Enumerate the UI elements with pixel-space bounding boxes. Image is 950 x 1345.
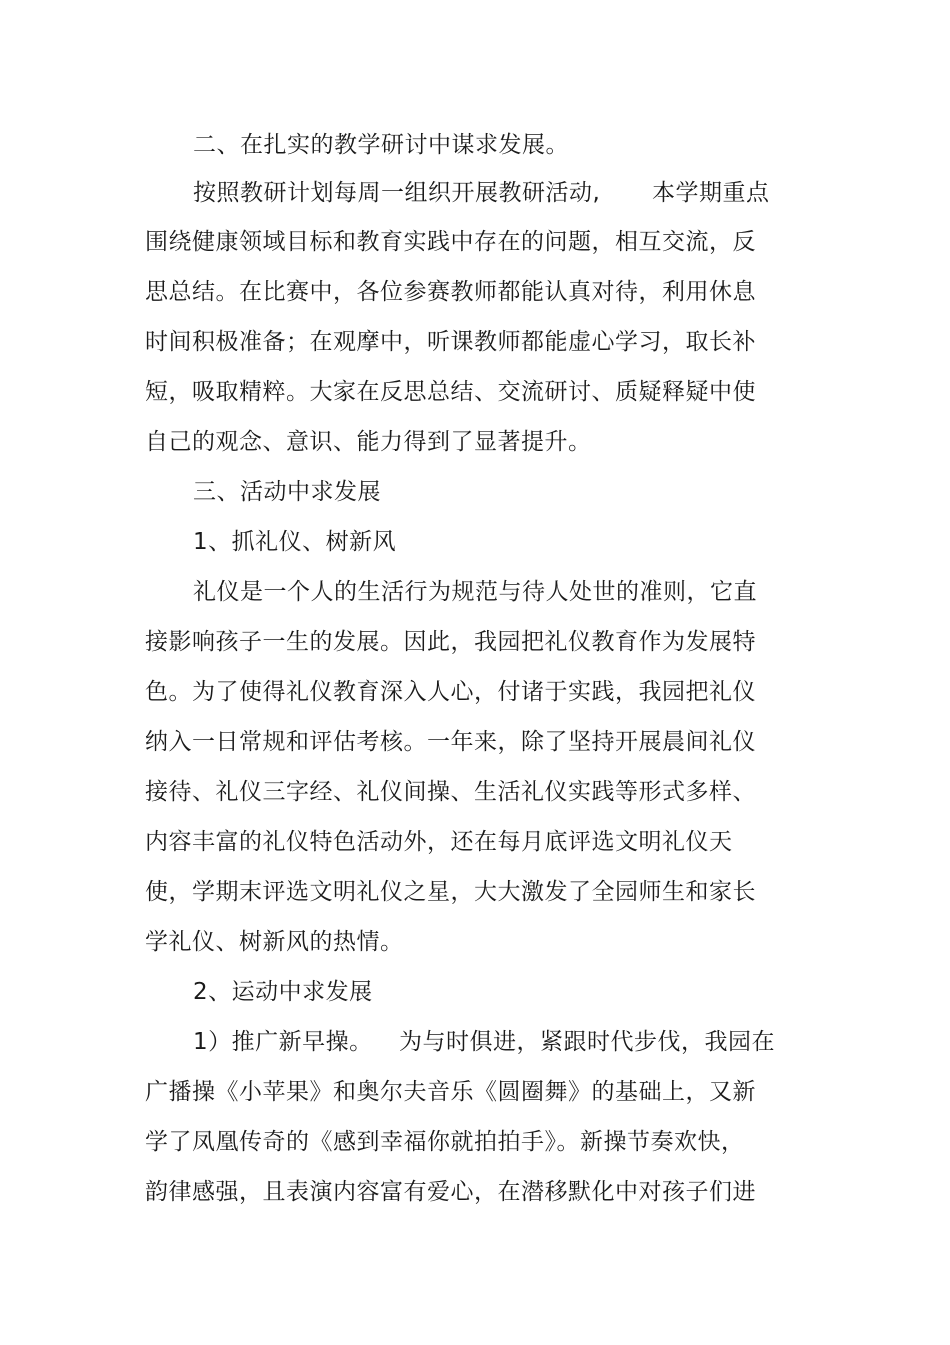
paragraph-line: 时间积极准备；在观摩中，听课教师都能虚心学习，取长补 [145, 329, 756, 355]
paragraph-line: 思总结。在比赛中，各位参赛教师都能认真对待，利用休息 [145, 279, 756, 305]
paragraph-line: 内容丰富的礼仪特色活动外，还在每月底评选文明礼仪天 [145, 829, 733, 855]
paragraph-line: 短，吸取精粹。大家在反思总结、交流研讨、质疑释疑中使 [145, 379, 756, 405]
paragraph-line: 学了凤凰传奇的《感到幸福你就拍拍手》。新操节奏欢快， [145, 1129, 745, 1155]
paragraph-line: 按照教研计划每周一组织开展教研活动, [193, 180, 601, 206]
paragraph-line: 使，学期末评选文明礼仪之星，大大激发了全园师生和家长 [145, 879, 756, 905]
subsection-heading-1: 1、抓礼仪、树新风 [193, 529, 397, 555]
subsection-heading-2: 2、运动中求发展 [193, 979, 373, 1005]
item-heading: 1）推广新早操。 [193, 1029, 373, 1055]
paragraph-line: 本学期重点 [652, 180, 770, 206]
paragraph-line: 礼仪是一个人的生活行为规范与待人处世的准则，它直 [193, 579, 757, 605]
paragraph-line: 接待、礼仪三字经、礼仪间操、生活礼仪实践等形式多样、 [145, 779, 756, 805]
paragraph-line: 学礼仪、树新风的热情。 [145, 929, 404, 955]
paragraph-line: 韵律感强，且表演内容富有爱心，在潜移默化中对孩子们进 [145, 1179, 756, 1205]
paragraph-line: 自己的观念、意识、能力得到了显著提升。 [145, 429, 592, 455]
paragraph-line: 为与时俱进，紧跟时代步伐，我园在 [399, 1029, 775, 1055]
paragraph-line: 接影响孩子一生的发展。因此，我园把礼仪教育作为发展特 [145, 629, 756, 655]
paragraph-line: 色。为了使得礼仪教育深入人心，付诸于实践，我园把礼仪 [145, 679, 756, 705]
section-heading-3: 三、活动中求发展 [193, 479, 381, 505]
paragraph-line: 广播操《小苹果》和奥尔夫音乐《圆圈舞》的基础上，又新 [145, 1079, 756, 1105]
section-heading-2: 二、在扎实的教学研讨中谋求发展。 [193, 132, 569, 158]
paragraph-line: 围绕健康领域目标和教育实践中存在的问题，相互交流，反 [145, 229, 756, 255]
paragraph-line: 纳入一日常规和评估考核。一年来，除了坚持开展晨间礼仪 [145, 729, 756, 755]
